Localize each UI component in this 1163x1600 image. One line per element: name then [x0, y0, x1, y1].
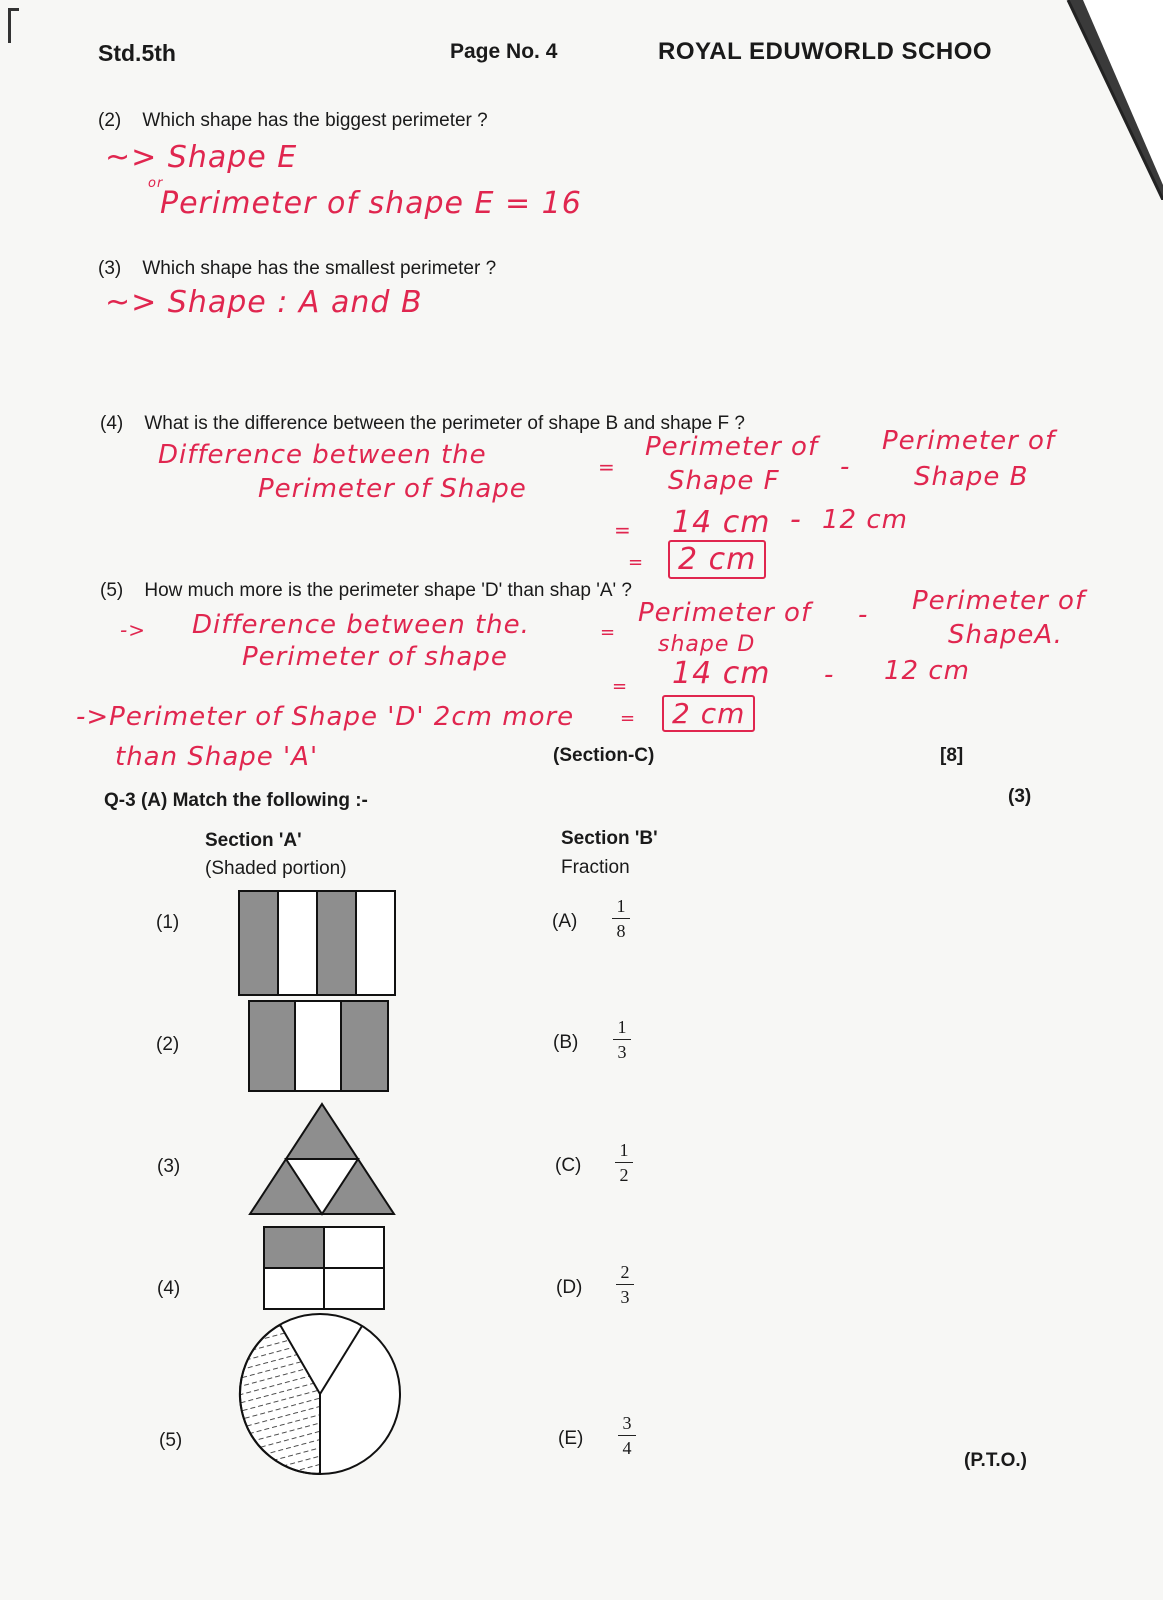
shape-label-5: (5) — [159, 1430, 183, 1451]
answer-2-or: or — [148, 176, 164, 191]
fraction-bar — [615, 1162, 633, 1163]
answer-5-conclusion-equals: = — [620, 708, 637, 729]
q3-title: Q-3 (A) Match the following :- — [104, 790, 368, 811]
answer-4-right-1: Perimeter of — [882, 426, 1056, 456]
section-c-marks: [8] — [940, 745, 964, 766]
numerator: 1 — [617, 1017, 627, 1037]
answer-4-mid-1: Perimeter of — [645, 432, 819, 462]
answer-5-conclusion-2: than Shape 'A' — [115, 742, 319, 772]
denominator: 3 — [620, 1287, 630, 1307]
fraction-label-c: (C) — [555, 1155, 582, 1176]
shape-3-triangle — [248, 1102, 396, 1216]
answer-5-left-1: Difference between the. — [192, 610, 530, 640]
answer-5-equals: = — [600, 622, 617, 643]
section-c-title: (Section-C) — [553, 745, 655, 766]
numerator: 2 — [620, 1262, 630, 1282]
answer-5-right-1: Perimeter of — [912, 586, 1086, 616]
question-number: (4) — [100, 413, 124, 434]
answer-4-result-equals: = — [628, 552, 645, 573]
fraction-bar — [618, 1435, 636, 1436]
fraction-bar — [613, 1039, 631, 1040]
answer-5-mid-2: shape D — [658, 632, 756, 657]
answer-5-left-2: Perimeter of shape — [242, 642, 508, 672]
shape-5-circle — [238, 1312, 402, 1476]
shape-label-2: (2) — [156, 1034, 180, 1055]
answer-5-minus: - — [858, 600, 869, 630]
page-number: Page No. 4 — [450, 40, 558, 63]
question-text: What is the difference between the perimeter of shape B and shape F ? — [144, 413, 745, 434]
shape-1-strips — [238, 890, 396, 996]
fraction-b — [609, 1017, 635, 1062]
answer-4-minus: - — [840, 452, 851, 482]
question-3 — [98, 258, 496, 280]
answer-4-equals: = — [598, 455, 616, 479]
denominator: 3 — [617, 1042, 627, 1062]
question-number: (2) — [98, 110, 122, 131]
denominator: 8 — [616, 921, 626, 941]
answer-4-calc-minus: - — [790, 502, 802, 537]
question-text: Which shape has the biggest perimeter ? — [142, 110, 488, 131]
fraction-bar — [616, 1284, 634, 1285]
numerator: 3 — [622, 1413, 632, 1433]
fraction-label-b: (B) — [553, 1032, 579, 1053]
numerator: 1 — [616, 896, 626, 916]
answer-5-arrow: -> — [120, 618, 146, 642]
section-b-subtitle: Fraction — [561, 857, 630, 878]
fraction-a — [608, 896, 634, 941]
answer-4-result: 2 cm — [668, 540, 766, 579]
section-b-title: Section 'B' — [561, 828, 658, 849]
denominator: 2 — [619, 1165, 629, 1185]
denominator: 4 — [622, 1438, 632, 1458]
question-number: (5) — [100, 580, 124, 601]
answer-4-mid-2: Shape F — [668, 466, 780, 496]
answer-4-left-1: Difference between the — [158, 440, 487, 470]
answer-3: ~> Shape : A and B — [105, 285, 423, 320]
left-bracket-mark — [8, 8, 19, 43]
answer-5-calc-equals: = — [612, 676, 629, 697]
answer-4-right-2: Shape B — [914, 462, 1029, 492]
question-number: (3) — [98, 258, 122, 279]
fraction-bar — [612, 918, 630, 919]
pto-label: (P.T.O.) — [964, 1450, 1027, 1471]
fraction-c — [611, 1140, 637, 1185]
answer-5-conclusion-1: ->Perimeter of Shape 'D' 2cm more — [76, 702, 575, 732]
answer-5-calc-a: 14 cm — [672, 656, 771, 691]
q3-marks: (3) — [1008, 786, 1032, 807]
answer-5-result: 2 cm — [662, 695, 755, 732]
question-text: How much more is the perimeter shape 'D' than shap 'A' ? — [144, 580, 632, 601]
answer-5-right-2: ShapeA. — [948, 620, 1063, 650]
answer-5-calc-minus: - — [824, 660, 835, 690]
numerator: 1 — [619, 1140, 629, 1160]
fraction-label-e: (E) — [558, 1428, 584, 1449]
answer-4-calc-a: 14 cm — [672, 505, 771, 540]
question-2 — [98, 110, 488, 132]
standard-label: Std.5th — [98, 40, 176, 66]
shape-label-3: (3) — [157, 1156, 181, 1177]
answer-2-line-2: Perimeter of shape E = 16 — [160, 186, 582, 221]
question-text: Which shape has the smallest perimeter ? — [142, 258, 497, 279]
answer-5-mid-1: Perimeter of — [638, 598, 812, 628]
answer-4-calc-equals: = — [614, 518, 632, 542]
school-name: ROYAL EDUWORLD SCHOO — [658, 38, 993, 65]
shape-4-grid — [263, 1226, 385, 1310]
question-5 — [100, 580, 632, 602]
answer-5-calc-b: 12 cm — [884, 656, 970, 686]
fraction-label-d: (D) — [556, 1277, 583, 1298]
answer-2-line-1: ~> Shape E — [105, 140, 298, 175]
section-a-title: Section 'A' — [205, 830, 302, 851]
fraction-d — [612, 1262, 638, 1307]
fraction-label-a: (A) — [552, 911, 578, 932]
shape-2-strips — [248, 1000, 390, 1092]
answer-4-left-2: Perimeter of Shape — [258, 474, 527, 504]
fraction-e — [614, 1413, 640, 1458]
shape-label-1: (1) — [156, 912, 180, 933]
shape-label-4: (4) — [157, 1278, 181, 1299]
section-a-subtitle: (Shaded portion) — [205, 858, 347, 879]
page-corner-fold — [993, 0, 1163, 200]
answer-4-calc-b: 12 cm — [822, 505, 908, 535]
